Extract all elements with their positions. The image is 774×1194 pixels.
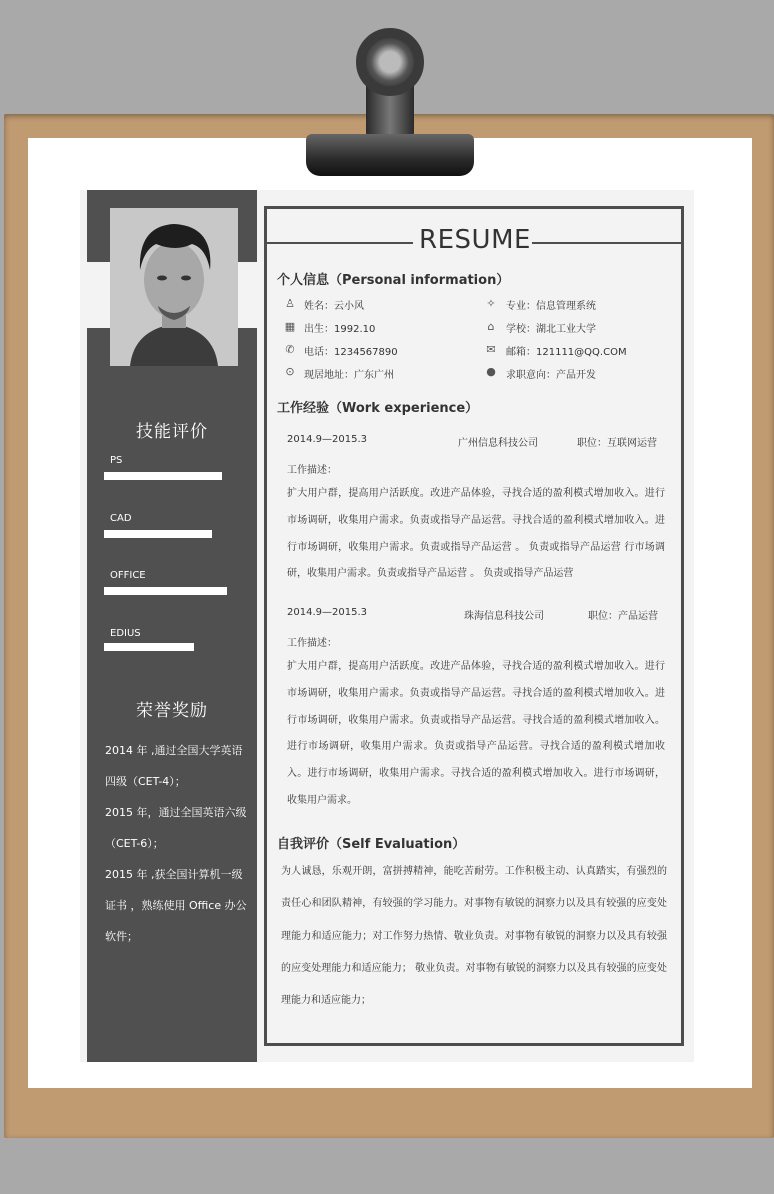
info-intention: 求职意向：产品开发 [506, 370, 596, 381]
phone-icon: ✆ [285, 343, 295, 356]
skill-label-edius: EDIUS [110, 628, 141, 639]
compass-icon: ✧ [486, 297, 496, 310]
personal-info-title: 个人信息（Personal information） [277, 273, 510, 288]
chat-icon: ● [486, 365, 496, 378]
info-address: 现居地址：广东广州 [304, 370, 394, 381]
title-rule-right [532, 242, 682, 244]
awards-title: 荣誉奖励 [136, 701, 208, 721]
resume-title: RESUME [419, 225, 531, 255]
skill-bar-ps [104, 472, 222, 480]
award-item: 2014 年 ,通过全国大学英语四级（CET-4）； [105, 744, 243, 788]
info-email: 邮箱：121111@QQ.COM [506, 347, 627, 358]
mail-icon: ✉ [486, 343, 496, 356]
job-desc-label: 工作描述： [287, 638, 337, 649]
school-icon: ⌂ [487, 320, 495, 333]
skill-bar-office [104, 587, 227, 595]
skill-bar-cad [104, 530, 212, 538]
job-desc-label: 工作描述： [287, 465, 337, 476]
job-position: 职位：产品运营 [588, 611, 658, 622]
skill-bar-edius [104, 643, 194, 651]
info-phone: 电话：1234567890 [304, 347, 398, 358]
job-company: 广州信息科技公司 [458, 438, 538, 449]
portrait-icon [110, 208, 238, 366]
binder-clip-plate [306, 134, 474, 176]
skill-label-office: OFFICE [110, 570, 146, 581]
calendar-icon: ▦ [284, 320, 296, 333]
work-experience-title: 工作经验（Work experience） [277, 401, 479, 416]
profile-photo [110, 208, 238, 366]
job-position: 职位：互联网运营 [577, 438, 657, 449]
job-description: 扩大用户群，提高用户活跃度。改进产品体验，寻找合适的盈利模式增加收入。进行市场调研，收集用户需求。负责或指导产品运营。寻找合适的盈利模式增加收入。进行市场调研，收集用户需求。负责或指导产品运营 。 负责或指导产品运营 行市场调研，收集用户需求。负责或指导产品运营 。 负责或指导产品运营 [287, 488, 665, 580]
info-major: 专业：信息管理系统 [506, 301, 596, 312]
title-rule-left [267, 242, 413, 244]
person-icon: ♙ [285, 297, 295, 310]
location-icon: ⊙ [285, 365, 295, 378]
self-evaluation-text: 为人诚恳，乐观开朗，富拼搏精神，能吃苦耐劳。工作积极主动、认真踏实，有强烈的责任心和团队精神，有较强的学习能力。对事物有敏锐的洞察力以及具有较强的应变处理能力和适应能力；对工作努力热情、敬业负责。对事物有敏锐的洞察力以及具有较强的应变处理能力和适应能力； 敬业负责。对事物有敏锐的洞察力以及具有较强的应变处理能力和适应能力； [281, 866, 667, 1007]
skill-label-ps: PS [110, 455, 123, 466]
info-birth: 出生：1992.10 [304, 324, 376, 335]
skills-title: 技能评价 [136, 422, 208, 442]
job-description: 扩大用户群，提高用户活跃度。改进产品体验，寻找合适的盈利模式增加收入。进行市场调研，收集用户需求。负责或指导产品运营。寻找合适的盈利模式增加收入。进行市场调研，收集用户需求。负责或指导产品运营。寻找合适的盈利模式增加收入。进行市场调研，收集用户需求。负责或指导产品运营。寻找合适的盈利模式增加收入。进行市场调研，收集用户需求。寻找合适的盈利模式增加收入。进行市场调研，收集用户需求。 [287, 661, 665, 806]
skill-label-cad: CAD [110, 513, 132, 524]
job-period: 2014.9—2015.3 [287, 607, 367, 618]
award-item: 2015 年，通过全国英语六级（CET-6）； [105, 806, 247, 850]
job-company: 珠海信息科技公司 [464, 611, 544, 622]
self-evaluation-title: 自我评价（Self Evaluation） [277, 837, 466, 852]
info-school: 学校：湖北工业大学 [506, 324, 596, 335]
info-name: 姓名：云小风 [304, 301, 364, 312]
binder-clip-icon [356, 28, 424, 96]
job-period: 2014.9—2015.3 [287, 434, 367, 445]
award-item: 2015 年 ,获全国计算机一级证书 ，熟练使用 Office 办公软件； [105, 868, 247, 943]
